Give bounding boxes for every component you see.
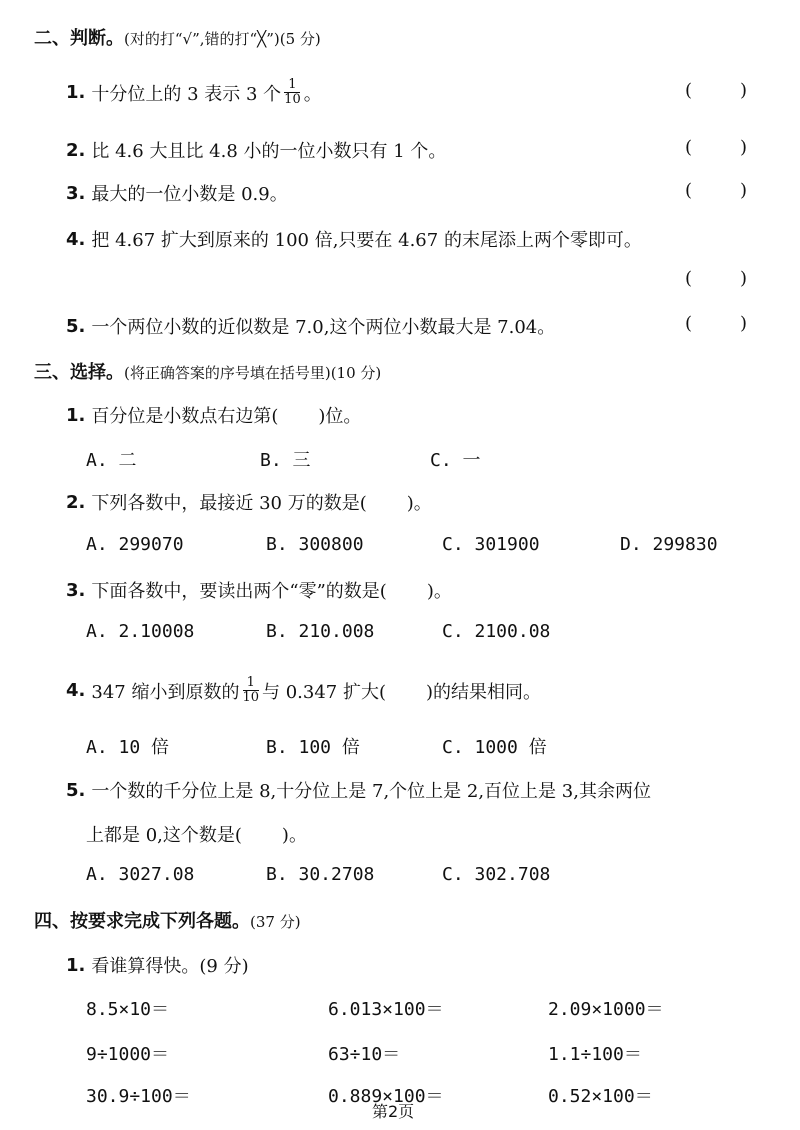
- question-text-mid: 与 0.347 扩大(: [262, 681, 386, 703]
- paren-open: (: [685, 137, 693, 158]
- choice-question-1: [66, 402, 361, 428]
- question-text: 下列各数中，最接近 30 万的数是(: [91, 493, 367, 514]
- question-number: 4.: [66, 680, 86, 701]
- item-text: 把 4.67 扩大到原来的 100 倍,只要在 4.67 的末尾添上两个零即可。: [91, 230, 642, 251]
- section-4-heading: [34, 907, 301, 933]
- question-text: 上都是 0,这个数是(: [86, 825, 242, 846]
- judge-item-3: [66, 180, 288, 206]
- judge-item-4: [66, 226, 642, 252]
- option-b: B. 30.2708: [266, 864, 375, 885]
- answer-blank-2[interactable]: [685, 137, 747, 158]
- option-d: D. 299830: [620, 534, 718, 555]
- answer-blank-5[interactable]: [685, 313, 747, 334]
- item-number: 1.: [66, 82, 86, 103]
- calc-problem: 1.1÷100＝: [548, 1044, 642, 1065]
- item-number: 5.: [66, 315, 86, 337]
- option-a: A. 2.10008: [86, 621, 195, 642]
- calc-problem: 0.889×100＝: [328, 1086, 444, 1107]
- choice-question-4: [66, 676, 541, 705]
- item-text: 比 4.6 大且比 4.8 小的一位小数只有 1 个。: [91, 141, 447, 162]
- paren-close: ): [739, 137, 747, 158]
- choice-question-5-line-2: [86, 821, 307, 847]
- paren-open: (: [685, 313, 693, 334]
- item-number: 3.: [66, 182, 86, 204]
- question-text: 百分位是小数点右边第(: [91, 406, 279, 427]
- item-number: 4.: [66, 228, 86, 250]
- option-b: B. 210.008: [266, 621, 375, 642]
- section-2-heading: [34, 24, 321, 50]
- choice-question-3: [66, 577, 452, 603]
- question-number: 5.: [66, 779, 86, 801]
- option-a: A. 3027.08: [86, 864, 195, 885]
- option-b: B. 300800: [266, 534, 364, 555]
- question-text: 347 缩小到原数的: [91, 681, 240, 703]
- option-b: B. 100 倍: [266, 737, 360, 758]
- item-text: 十分位上的 3 表示 3 个: [91, 83, 282, 105]
- judge-item-5: [66, 313, 555, 339]
- section-3-heading: [34, 358, 381, 384]
- question-number: 1.: [66, 954, 86, 976]
- choice-question-2: [66, 489, 432, 515]
- option-c: C. 2100.08: [442, 621, 551, 642]
- item-number: 2.: [66, 139, 86, 161]
- judge-item-1: [66, 78, 322, 107]
- option-c: C. 301900: [442, 534, 540, 555]
- calc-problem: 63÷10＝: [328, 1044, 401, 1065]
- section-3-title: 三、选择。: [34, 362, 124, 383]
- calc-problem: 0.52×100＝: [548, 1086, 653, 1107]
- option-c: C. 1000 倍: [442, 737, 547, 758]
- paren-close: ): [739, 268, 747, 289]
- option-b: B. 三: [260, 450, 311, 471]
- question-text-end: )的结果相同。: [426, 681, 542, 703]
- option-a: A. 299070: [86, 534, 184, 555]
- option-c: C. 302.708: [442, 864, 551, 885]
- calc-problem: 2.09×1000＝: [548, 999, 664, 1020]
- choice-question-5: [66, 777, 651, 803]
- paren-close: ): [739, 313, 747, 334]
- section-3-note: (将正确答案的序号填在括号里)(10 分): [124, 364, 382, 382]
- answer-blank-1[interactable]: [685, 80, 747, 101]
- fraction-numerator: 1: [246, 675, 255, 690]
- option-a: A. 10 倍: [86, 737, 170, 758]
- judge-item-2: [66, 137, 446, 163]
- page-number: 第2页: [372, 1102, 415, 1121]
- fraction: [242, 676, 259, 705]
- option-a: A. 二: [86, 450, 137, 471]
- paren-open: (: [685, 268, 693, 289]
- item-text-end: 。: [303, 83, 322, 105]
- fraction: [284, 78, 301, 107]
- item-text: 最大的一位小数是 0.9。: [91, 184, 288, 205]
- question-text-end: )。: [281, 825, 307, 846]
- section-4-note: (37 分): [250, 913, 301, 931]
- calc-problem: 8.5×10＝: [86, 999, 170, 1020]
- section-4-title: 四、按要求完成下列各题。: [34, 911, 250, 932]
- calc-subheading: [66, 952, 249, 978]
- question-number: 1.: [66, 404, 86, 426]
- section-2-title: 二、判断。: [34, 28, 124, 49]
- fraction-denominator: 10: [242, 690, 259, 705]
- item-text: 一个两位小数的近似数是 7.0,这个两位小数最大是 7.04。: [91, 317, 556, 338]
- question-text: 下面各数中，要读出两个“零”的数是(: [91, 581, 387, 602]
- answer-blank-3[interactable]: [685, 180, 747, 201]
- question-number: 3.: [66, 579, 86, 601]
- fraction-numerator: 1: [288, 77, 297, 92]
- answer-blank-4[interactable]: [685, 268, 747, 289]
- section-2-note: (对的打“√”,错的打“╳”)(5 分): [124, 30, 321, 48]
- calc-problem: 9÷1000＝: [86, 1044, 170, 1065]
- question-text: 一个数的千分位上是 8,十分位上是 7,个位上是 2,百位上是 3,其余两位: [91, 781, 651, 802]
- paren-open: (: [685, 80, 693, 101]
- paren-open: (: [685, 180, 693, 201]
- calc-problem: 30.9÷100＝: [86, 1086, 191, 1107]
- question-text-end: )。: [406, 493, 432, 514]
- option-c: C. 一: [430, 450, 481, 471]
- question-text: 看谁算得快。(9 分): [91, 956, 249, 977]
- question-text-end: )。: [426, 581, 452, 602]
- question-text-end: )位。: [318, 406, 362, 427]
- paren-close: ): [739, 80, 747, 101]
- paren-close: ): [739, 180, 747, 201]
- question-number: 2.: [66, 491, 86, 513]
- calc-problem: 6.013×100＝: [328, 999, 444, 1020]
- fraction-denominator: 10: [284, 92, 301, 107]
